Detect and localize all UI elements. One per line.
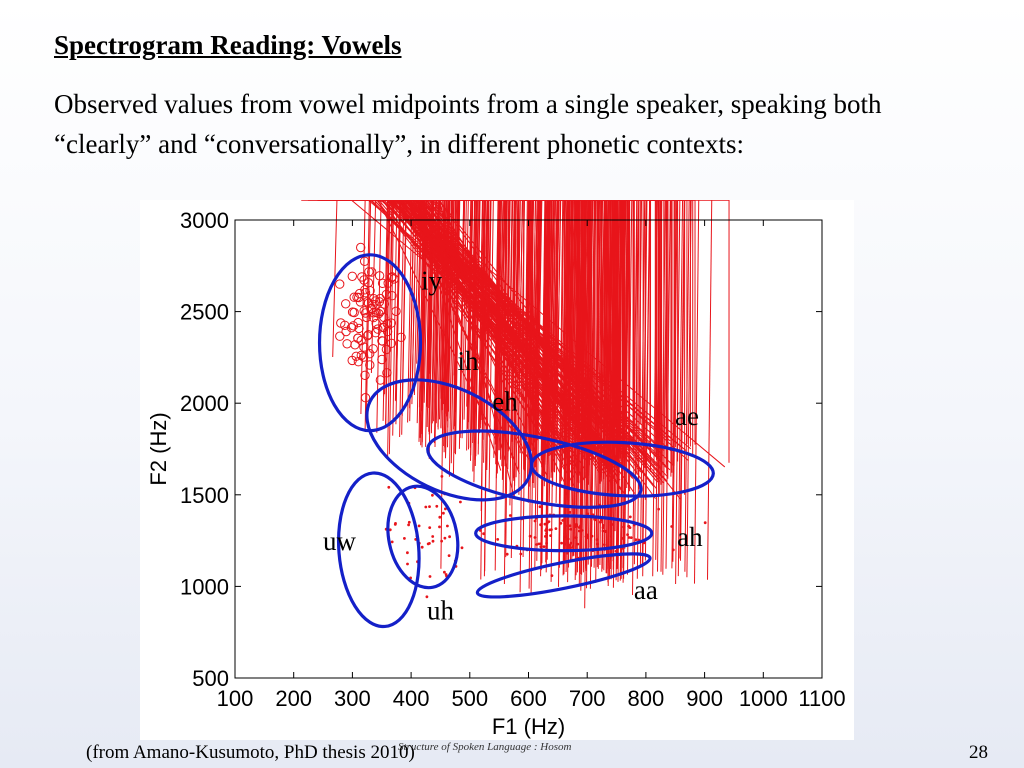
x-tick-label: 900 [686,686,723,711]
point-uh [391,541,394,544]
x-tick-label: 1000 [738,686,788,711]
x-tick-label: 200 [275,686,313,711]
point-uh [443,571,446,574]
x-tick-label: 700 [568,686,606,711]
x-axis-title: F1 (Hz) [491,714,566,739]
point-uh [461,546,464,549]
point-uh [394,522,397,525]
y-axis-title: F2 (Hz) [146,412,171,486]
vowel-label-iy: iy [421,265,443,296]
vowel-label-aa: aa [633,575,658,606]
point-uh [431,494,434,497]
point-uh [407,524,410,527]
vowel-formant-chart [140,200,854,740]
y-tick-label: 3000 [180,208,229,233]
vowel-label-ae: ae [675,401,699,432]
point-ah [629,526,632,529]
point-ah [704,521,707,524]
point-uh [421,546,424,549]
vowel-label-uw: uw [322,525,356,556]
point-iy [357,243,365,251]
point-uh [431,535,434,538]
x-tick-label: 100 [216,686,254,711]
point-uh [418,525,421,528]
point-aa [708,200,712,580]
point-ah [630,536,633,539]
x-tick-label: 600 [510,686,547,711]
vowel-label-ah: ah [677,522,703,553]
point-uh [432,540,435,543]
y-tick-label: 1500 [180,482,229,508]
point-uh [408,521,411,524]
y-tick-label: 500 [192,666,229,691]
vowel-label-eh: eh [492,386,518,417]
x-tick-label: 800 [627,686,665,711]
vowel-label-ih: ih [457,346,479,377]
vowel-label-uh: uh [426,595,454,626]
point-iy [392,307,400,315]
point-iy [348,272,356,280]
point-ah [629,516,632,519]
point-uh [406,563,409,566]
point-uh [429,575,432,578]
point-ah [560,542,563,545]
point-uh [444,537,447,540]
x-tick-label: 300 [334,686,371,711]
point-uh [446,525,449,528]
page-number: 28 [969,742,988,763]
y-tick-label: 1000 [180,574,229,600]
point-uh [403,537,406,540]
point-uh [438,516,441,519]
footer-source-citation: (from Amano-Kusumoto, PhD thesis 2010) [86,742,415,763]
point-uh [441,475,444,478]
point-uh [438,526,441,529]
point-uh [440,540,443,543]
x-tick-label: 1100 [798,686,846,711]
point-ah [509,514,512,517]
y-tick-label: 2500 [180,299,229,325]
point-uh [428,505,431,508]
point-uh [442,512,445,515]
slide-body-text: Observed values from vowel midpoints from a single speaker, speaking both “clearly” and “conversationally”, in different phonetic contexts: [54,89,882,159]
x-tick-label: 500 [451,686,489,711]
point-uh [387,486,390,489]
point-ah [548,529,551,532]
point-uh [424,506,427,509]
point-iy [360,257,368,265]
point-ah [555,527,558,530]
slide-title: Spectrogram Reading: Vowels [54,30,402,60]
point-uh [448,554,451,557]
point-aa [681,200,685,561]
point-uh [427,543,430,546]
chart-svg [140,200,854,740]
point-uh [406,551,409,554]
point-uh [435,505,438,508]
point-ah [543,545,546,548]
point-iy [336,280,344,288]
point-uh [428,526,431,529]
x-tick-label: 400 [392,686,430,711]
point-iy [343,340,351,348]
y-tick-label: 2000 [180,391,229,417]
point-uh [459,501,462,504]
point-iy [342,300,350,308]
point-ah [496,538,499,541]
point-uh [448,535,451,538]
footer-course-title: Structure of Spoken Language : Hosom [398,741,572,753]
